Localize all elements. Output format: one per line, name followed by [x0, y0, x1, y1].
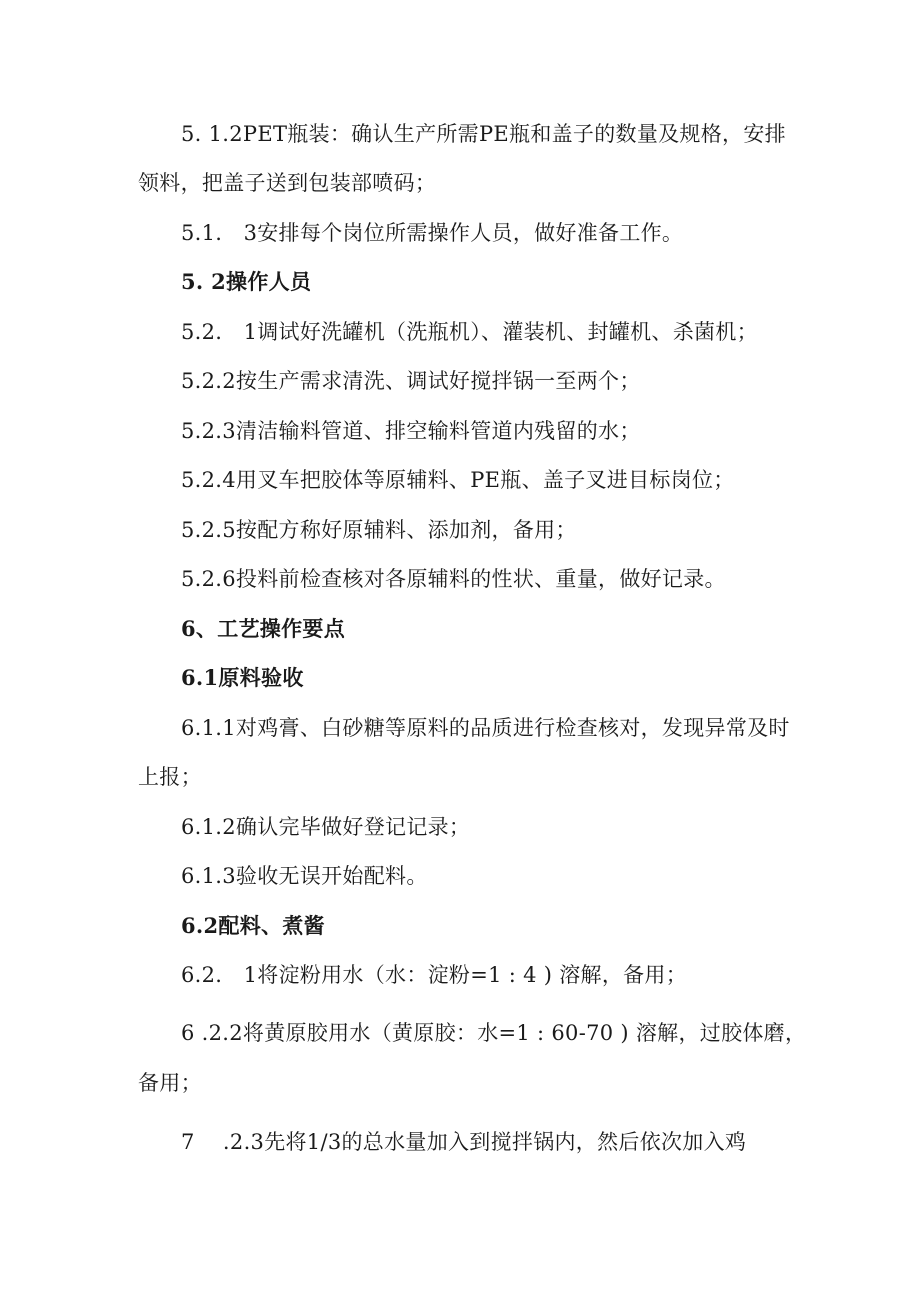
paragraph-5-2-3: 5.2.3清洁输料管道、排空输料管道内残留的水； — [181, 419, 641, 443]
paragraph-5-2-1: 5.2. 1调试好洗罐机（洗瓶机）、灌装机、封罐机、杀菌机； — [181, 320, 758, 344]
paragraph-5-1-3: 5.1. 3安排每个岗位所需操作人员，做好准备工作。 — [181, 221, 684, 245]
paragraph-5-2-4: 5.2.4用叉车把胶体等原辅料、PE瓶、盖子叉进目标岗位； — [181, 468, 735, 492]
paragraph-5-1-2-line-1: 5. 1.2PET瓶装：确认生产所需PE瓶和盖子的数量及规格，安排 — [181, 122, 786, 146]
paragraph-6-1-1-line-2: 上报； — [138, 765, 202, 789]
paragraph-6-2-1: 6.2. 1将淀粉用水（水：淀粉=1 : 4 ) 溶解，备用； — [181, 963, 688, 987]
paragraph-6-1-3: 6.1.3验收无误开始配料。 — [181, 864, 428, 888]
paragraph-6-2-2-line-2: 备用； — [138, 1071, 202, 1095]
heading-6-1: 6.1原料验收 — [181, 665, 304, 690]
paragraph-5-2-5: 5.2.5按配方称好原辅料、添加剂，备用； — [181, 518, 577, 542]
paragraph-5-2-2: 5.2.2按生产需求清洗、调试好搅拌锅一至两个； — [181, 369, 641, 393]
heading-5-2: 5. 2操作人员 — [181, 269, 312, 294]
paragraph-5-2-6: 5.2.6投料前检查核对各原辅料的性状、重量，做好记录。 — [181, 567, 726, 591]
paragraph-6-1-2: 6.1.2确认完毕做好登记记录； — [181, 815, 471, 839]
paragraph-6-2-3-line-1: 7 .2.3先将1/3的总水量加入到搅拌锅内，然后依次加入鸡 — [181, 1130, 747, 1154]
heading-6: 6、工艺操作要点 — [181, 616, 346, 641]
paragraph-6-2-2-line-1: 6 .2.2将黄原胶用水（黄原胶：水=1 : 60-70 ) 溶解，过胶体磨， — [181, 1021, 807, 1045]
paragraph-6-1-1-line-1: 6.1.1对鸡膏、白砂糖等原料的品质进行检查核对，发现异常及时 — [181, 716, 790, 740]
heading-6-2: 6.2配料、煮酱 — [181, 913, 325, 938]
paragraph-5-1-2-line-2: 领料，把盖子送到包装部喷码； — [138, 171, 437, 195]
